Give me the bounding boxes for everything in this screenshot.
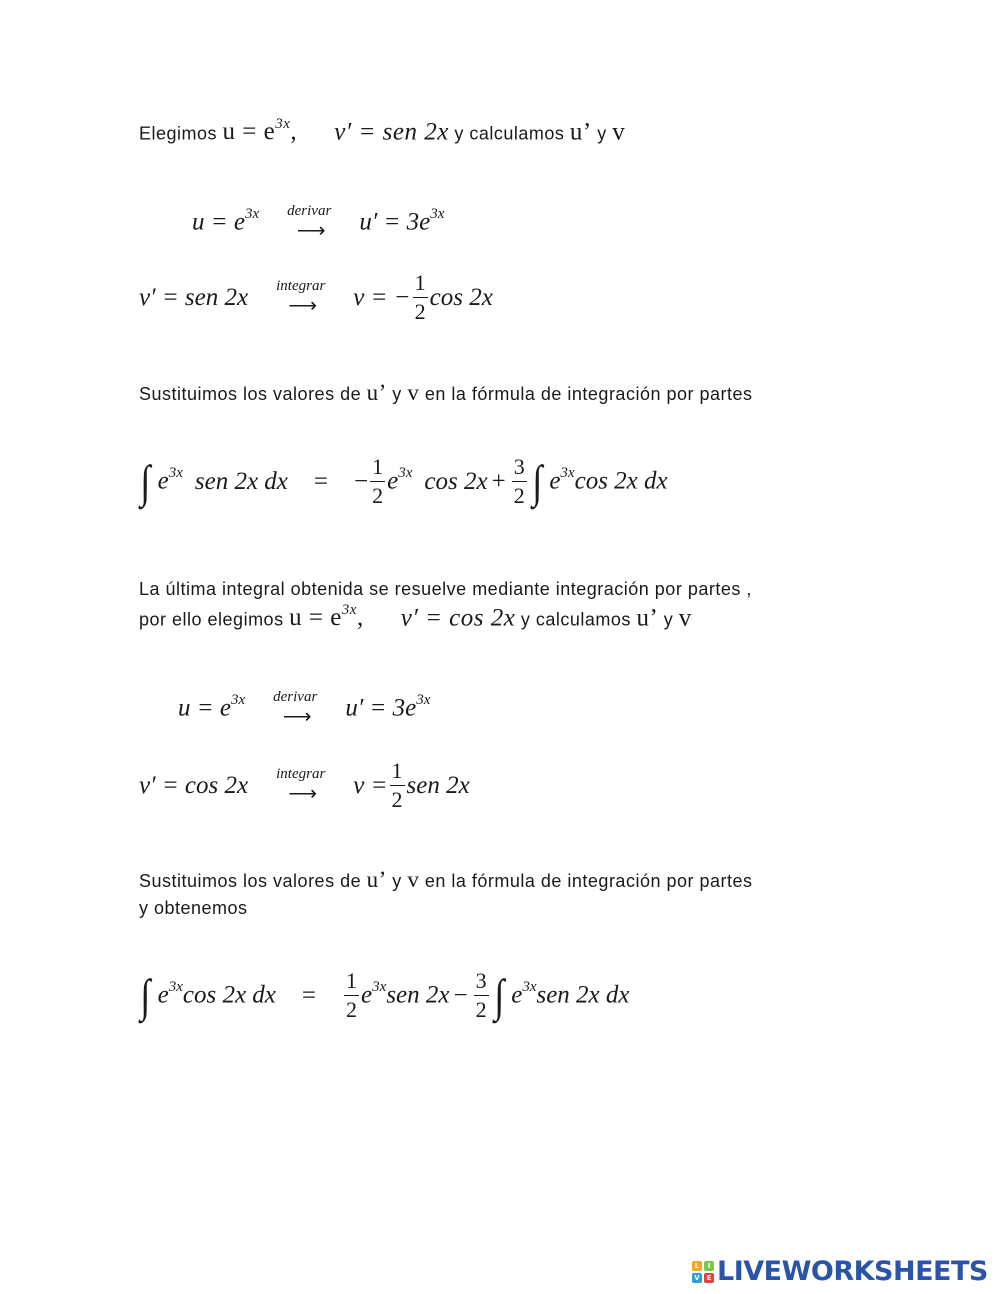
math-v: v — [612, 118, 626, 146]
derive-label: derivar — [273, 689, 318, 705]
math-uprime: u’ — [569, 118, 592, 146]
p4-text-after: en la fórmula de integración por partes — [424, 871, 753, 891]
integrate-arrow: integrar ⟶ — [276, 278, 326, 317]
integrate-arrow: integrar ⟶ — [276, 766, 326, 805]
p1-text-mid: y calculamos — [454, 123, 565, 144]
paragraph-1 — [139, 118, 625, 146]
liveworksheets-logo — [692, 1256, 988, 1287]
paragraph-3-line-2 — [139, 604, 692, 632]
p4-text-before: Sustituimos los valores de — [139, 871, 362, 891]
integrate-label: integrar — [276, 766, 326, 782]
p1-text-y: y — [597, 123, 607, 144]
integrate-label: integrar — [276, 278, 326, 294]
math-uprime: u’ — [636, 604, 659, 632]
integrate-row-2: v′ = cos 2x integrar ⟶ v = $\frac{1}{2}$ sen 2x — [139, 758, 470, 812]
derive-arrow: derivar ⟶ — [287, 203, 332, 242]
derive-row-1: $u = e^{3x}$ derivar ⟶ $u' = 3e^{3x}$ — [192, 203, 445, 242]
paragraph-2 — [139, 380, 753, 406]
math-vprime-def: v′ = sen 2x — [334, 118, 449, 146]
derive-row-2: $u = e^{3x}$ derivar ⟶ $u' = 3e^{3x}$ — [178, 689, 431, 728]
p3-text-y: y — [663, 609, 674, 630]
math-u-def: $u = e^{3x}$, — [222, 116, 298, 146]
logo-block: L — [692, 1261, 702, 1271]
p4-text-y: y — [392, 871, 402, 891]
math-uprime: u’ — [366, 867, 387, 892]
p3-text-before: por ello elegimos — [139, 609, 284, 630]
logo-blocks-icon — [692, 1261, 714, 1283]
p1-text-before: Elegimos — [139, 123, 218, 144]
math-v: v — [407, 867, 420, 892]
equation-2: ∫ $e^{3x}\cos$ 2x dx = $\frac{1}{2}$ $e^{3x}sen$ 2x − $\frac{3}{2}$ ∫ $e^{3x}sen$ 2x dx — [140, 968, 630, 1022]
paragraph-4-line-2: y obtenemos — [139, 898, 248, 918]
p2-text-before: Sustituimos los valores de — [139, 384, 362, 404]
math-uprime: u’ — [366, 380, 387, 405]
integrate-row-1: v′ = sen 2x integrar ⟶ v = − $\frac{1}{2}$ cos 2x — [139, 270, 493, 324]
math-vprime-def: v′ = cos 2x — [400, 604, 516, 632]
paragraph-4-line-1 — [139, 867, 753, 893]
p3-text-mid: y calculamos — [520, 609, 631, 630]
paragraph-3-line-1: La última integral obtenida se resuelve mediante integración por partes , — [139, 579, 752, 599]
equation-1: ∫ $e^{3x}$ sen 2x dx = − $\frac{1}{2}$ $e^{3x}$ cos 2x + $\frac{3}{2}$ ∫ $e^{3x}\cos$ 2x dx — [140, 454, 668, 508]
math-u-def: $u = e^{3x}$, — [289, 602, 364, 632]
logo-block: I — [704, 1261, 714, 1271]
math-v: v — [407, 380, 420, 405]
logo-block: V — [692, 1273, 702, 1283]
derive-label: derivar — [287, 203, 332, 219]
math-v: v — [678, 604, 692, 632]
derive-arrow: derivar ⟶ — [273, 689, 318, 728]
p2-text-y: y — [392, 384, 402, 404]
logo-text: LIVEWORKSHEETS — [717, 1256, 988, 1287]
logo-block: E — [704, 1273, 714, 1283]
p2-text-after: en la fórmula de integración por partes — [424, 384, 753, 404]
